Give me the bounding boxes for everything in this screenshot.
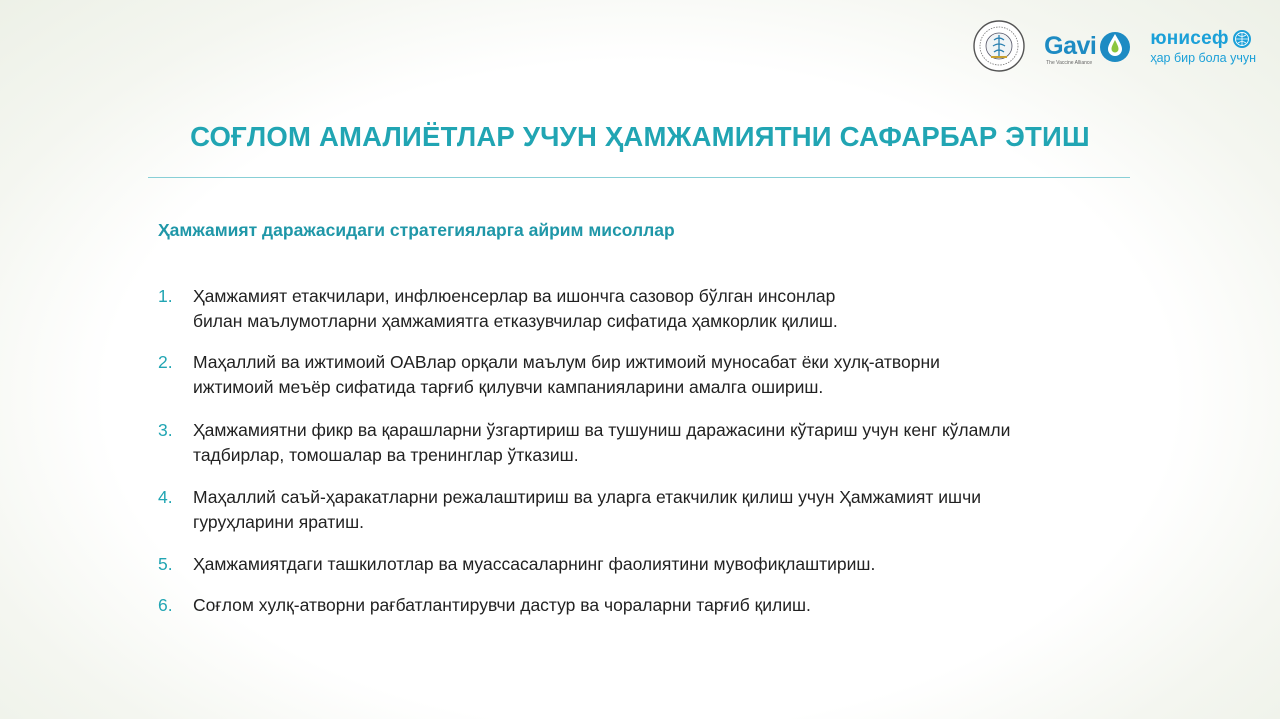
gavi-wordmark: Gavi [1044, 31, 1097, 60]
list-line: Ҳамжамиятни фикр ва қарашларни ўзгартириш ва тушуниш даражасини кўтариш учун кенг кўламли [193, 420, 1011, 440]
list-item [158, 418, 1268, 468]
list-item [158, 552, 1268, 577]
gavi-subtitle: The Vaccine Alliance [1046, 60, 1093, 66]
list-number: 3. [158, 420, 173, 440]
list-line: ижтимоий меъёр сифатида тарғиб қилувчи кампанияларини амалга ошириш. [193, 377, 824, 397]
list-text [193, 284, 1268, 334]
logo-bar [972, 16, 1256, 76]
list-text [193, 418, 1268, 468]
list-item [158, 593, 1268, 618]
ministry-emblem-icon [972, 19, 1026, 73]
list-item [158, 485, 1268, 535]
unicef-globe-icon [1232, 29, 1252, 49]
list-line: Ҳамжамият етакчилари, инфлюенсерлар ва ишончга сазовор бўлган инсонлар [193, 286, 836, 306]
section-subtitle: Ҳамжамият даражасидаги стратегияларга айрим мисоллар [158, 220, 675, 240]
list-line: Маҳаллий саъй-ҳаракатларни режалаштириш ва уларга етакчилик қилиш учун Ҳамжамият ишчи [193, 487, 981, 507]
list-number: 1. [158, 286, 173, 306]
gavi-drop-icon [1098, 28, 1132, 64]
list-number: 5. [158, 554, 173, 574]
list-line: гуруҳларини яратиш. [193, 512, 364, 532]
slide-title: СОҒЛОМ АМАЛИЁТЛАР УЧУН ҲАМЖАМИЯТНИ САФАРБАР ЭТИШ [190, 121, 1090, 152]
list-line: Маҳаллий ва ижтимоий ОАВлар орқали маълум бир ижтимоий муносабат ёки хулқ-атворни [193, 352, 940, 372]
list-text [193, 485, 1268, 535]
list-item [158, 284, 1268, 334]
list-text [193, 593, 1268, 618]
unicef-wordmark: юнисеф [1150, 27, 1229, 49]
title-divider [148, 177, 1130, 178]
list-number: 2. [158, 352, 173, 372]
list-item [158, 350, 1268, 400]
list-line: Ҳамжамиятдаги ташкилотлар ва муассасаларнинг фаолиятини мувофиқлаштириш. [193, 554, 876, 574]
list-line: тадбирлар, томошалар ва тренинглар ўтказиш. [193, 445, 579, 465]
gavi-logo [1044, 28, 1132, 64]
list-line: билан маълумотларни ҳамжамиятга етказувчилар сифатида ҳамкорлик қилиш. [193, 311, 838, 331]
list-line: Соғлом хулқ-атворни рағбатлантирувчи дастур ва чораларни тарғиб қилиш. [193, 595, 811, 615]
list-number: 6. [158, 595, 173, 615]
list-text [193, 552, 1268, 577]
list-text [193, 350, 1268, 400]
unicef-logo [1150, 28, 1256, 65]
unicef-tagline: ҳар бир бола учун [1150, 50, 1256, 65]
list-number: 4. [158, 487, 173, 507]
